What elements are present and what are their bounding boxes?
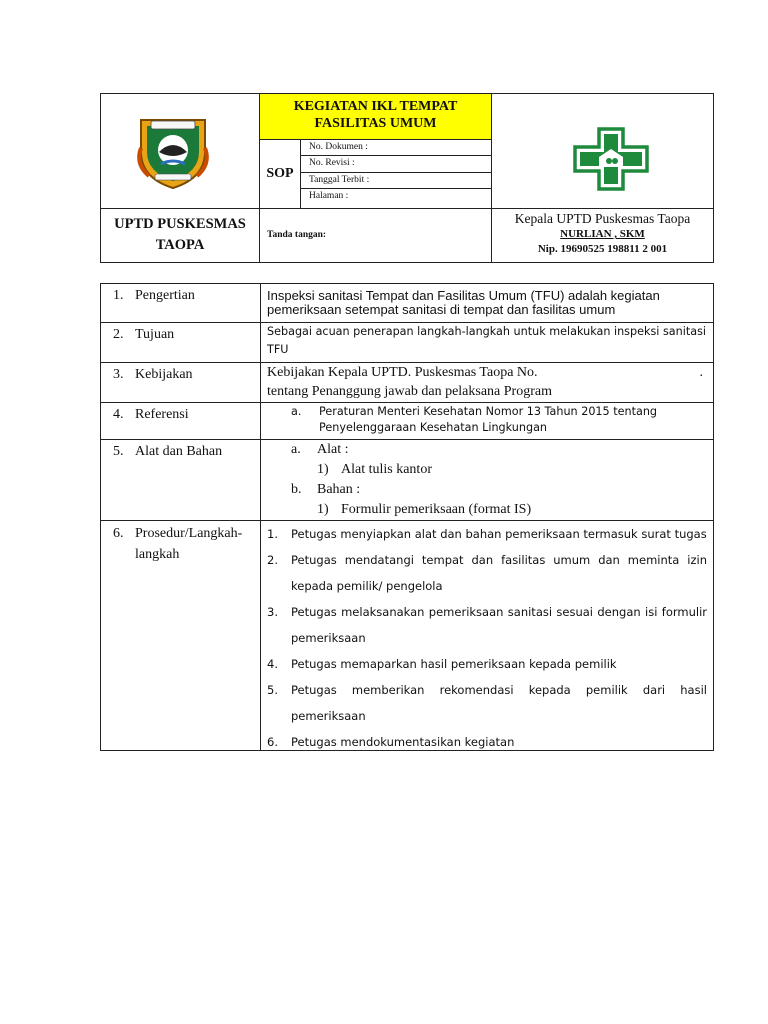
sop-header-table [100,93,714,263]
label-pengertian: 1. Pengertian [101,284,261,322]
label-prosedur: 6. Prosedur/Langkah- langkah [101,521,261,750]
procedure-step-number: 2. [267,553,278,567]
alat-item-b: b. Bahan : [291,482,361,497]
head-of-office [492,210,713,262]
value-tujuan: Sebagai acuan penerapan langkah-langkah untuk melakukan inspeksi sanitasi TFU [267,325,707,356]
kebijakan-line-1: Kebijakan Kepala UPTD. Puskesmas Taopa No. . [267,365,703,380]
procedure-step [263,729,707,755]
signature-label: Tanda tangan: [267,230,327,240]
document-meta [301,140,491,208]
value-pengertian: Inspeksi sanitasi Tempat dan Fasilitas Umum (TFU) adalah kegiatan pemeriksaan setempat sanitasi di tempat dan fasilitas umum [267,288,660,317]
procedure-step-text: Petugas melaksanakan pemeriksaan sanitasi sesuai dengan isi formulir pemeriksaan [291,605,707,645]
procedure-step-text: Petugas menyiapkan alat dan bahan pemeriksaan termasuk surat tugas [291,527,707,541]
procedure-step [263,521,707,547]
value-referensi [261,403,713,439]
procedure-step [263,677,707,729]
alat-item-a1: 1) Alat tulis kantor [317,462,432,477]
organization-name [101,209,259,262]
procedure-step-text: Petugas memaparkan hasil pemeriksaan kepada pemilik [291,657,617,671]
document-title [260,94,491,140]
kebijakan-line-2: tentang Penanggung jawab dan pelaksana Program [267,384,552,399]
procedure-step-text: Petugas memberikan rekomendasi kepada pemilik dari hasil pemeriksaan [291,683,707,723]
meta-no-dokumen: No. Dokumen : [301,140,491,156]
label-tujuan: 2. Tujuan [101,323,261,362]
head-name: NURLIAN , SKM [560,228,645,240]
procedure-step-number: 4. [267,657,278,671]
referensi-item-a: a. Peraturan Menteri Kesehatan Nomor 13 Tahun 2015 tentang Penyelenggaraan Kesehatan Lingkungan [291,405,658,434]
row-kebijakan [100,363,714,403]
meta-tanggal-terbit: Tanggal Terbit : [301,173,491,189]
procedure-step [263,599,707,651]
row-pengertian [100,283,714,323]
meta-no-revisi: No. Revisi : [301,156,491,173]
row-prosedur [100,521,714,751]
procedure-step-number: 1. [267,527,278,541]
row-referensi [100,403,714,440]
label-referensi: 4. Referensi [101,403,261,439]
head-nip: Nip. 19690525 198811 2 001 [537,243,668,255]
head-title: Kepala UPTD Puskesmas Taopa [514,211,691,226]
district-emblem-icon [133,112,213,190]
org-line-2: TAOPA [155,237,205,253]
sop-label: SOP [260,140,301,208]
value-alat-bahan [261,440,713,520]
procedure-step-number: 6. [267,735,278,749]
procedure-list [263,521,707,755]
puskesmas-cross-icon [573,127,649,191]
procedure-step-text: Petugas mendatangi tempat dan fasilitas umum dan meminta izin kepada pemilik/ pengelola [291,553,707,593]
procedure-step [263,547,707,599]
alat-item-b1: 1) Formulir pemeriksaan (format IS) [317,502,532,517]
procedure-step-number: 3. [267,605,278,619]
row-alat-bahan [100,440,714,521]
procedure-step-number: 5. [267,683,278,697]
procedure-step [263,651,707,677]
title-line-2: FASILITAS UMUM [314,116,437,131]
value-prosedur [261,521,713,750]
label-kebijakan: 3. Kebijakan [101,363,261,402]
label-alat-bahan: 5. Alat dan Bahan [101,440,261,520]
row-tujuan [100,323,714,363]
procedure-step-text: Petugas mendokumentasikan kegiatan [291,735,515,749]
meta-halaman: Halaman : [309,191,349,201]
title-line-1: KEGIATAN IKL TEMPAT [293,99,458,114]
alat-item-a: a. Alat : [291,442,349,457]
org-line-1: UPTD PUSKESMAS [114,216,246,232]
value-kebijakan [261,363,713,402]
